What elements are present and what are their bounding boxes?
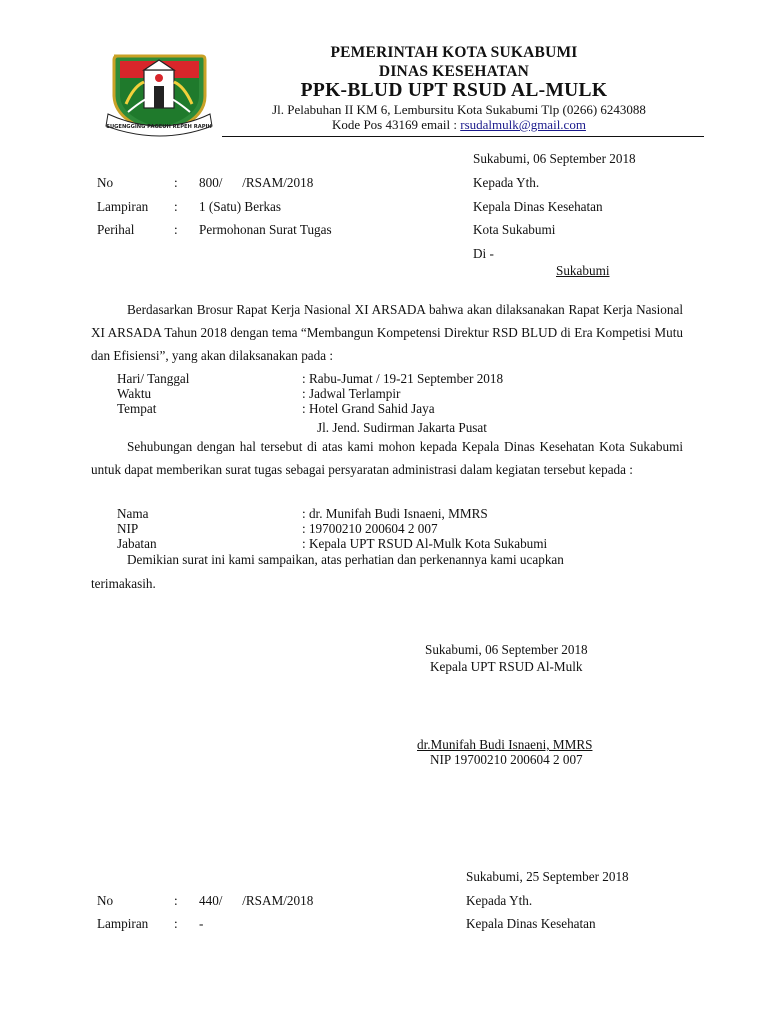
- letter2-field-value-lampiran: -: [199, 916, 204, 931]
- recipient-line-1: Kepada Yth.: [473, 175, 540, 190]
- letter-date: Sukabumi, 06 September 2018: [473, 151, 636, 166]
- letter2-field-sep-no: :: [174, 893, 178, 908]
- field-value-lampiran: 1 (Satu) Berkas: [199, 199, 282, 214]
- email-link[interactable]: rsudalmulk@gmail.com: [460, 117, 586, 132]
- letter2-recipient-line-1: Kepada Yth.: [466, 893, 533, 908]
- field-label-no: No: [97, 175, 114, 190]
- field-label-lampiran: Lampiran: [97, 199, 149, 214]
- closing-line-1: Demikian surat ini kami sampaikan, atas perhatian dan perkenannya kami ucapkan: [127, 552, 564, 567]
- field-sep-lampiran: :: [174, 199, 178, 214]
- field-label-perihal: Perihal: [97, 222, 135, 237]
- city-emblem-logo: [104, 42, 220, 142]
- letter2-field-sep-lampiran: :: [174, 916, 178, 931]
- letterhead-divider: [222, 136, 704, 137]
- letter2-date: Sukabumi, 25 September 2018: [466, 869, 629, 884]
- event-value-time: : Jadwal Terlampir: [302, 386, 401, 401]
- signature-title: Kepala UPT RSUD Al-Mulk: [430, 659, 583, 674]
- person-value-name: : dr. Munifah Budi Isnaeni, MMRS: [302, 506, 488, 521]
- field-value-no: 800/ /RSAM/2018: [199, 175, 314, 190]
- recipient-line-4: Di -: [473, 246, 494, 261]
- person-value-position: : Kepala UPT RSUD Al-Mulk Kota Sukabumi: [302, 536, 548, 551]
- letter2-field-label-no: No: [97, 893, 114, 908]
- person-label-position: Jabatan: [117, 536, 157, 551]
- person-value-nip: : 19700210 200604 2 007: [302, 521, 438, 536]
- recipient-line-2: Kepala Dinas Kesehatan: [473, 199, 603, 214]
- body-paragraph-1: Berdasarkan Brosur Rapat Kerja Nasional XI ARSADA bahwa akan dilaksanakan Rapat Kerja Nasional XI ARSADA Tahun 2018 dengan tema “Membangun Kompetensi Direktur RSD BLUD di Era Kompetisi Mutu dan Efisiensi”, yang akan dilaksanakan pada :: [91, 302, 683, 363]
- header-postal: Kode Pos 43169 email :: [332, 117, 461, 132]
- event-value-date: : Rabu-Jumat / 19-21 September 2018: [302, 371, 504, 386]
- event-label-date: Hari/ Tanggal: [117, 371, 190, 386]
- header-department: DINAS KESEHATAN: [378, 63, 530, 80]
- field-sep-no: :: [174, 175, 178, 190]
- svg-text:SUGENGGING PAGEUH REPEH RAPIH: SUGENGGING PAGEUH REPEH RAPIH: [106, 124, 212, 130]
- signature-place-date: Sukabumi, 06 September 2018: [425, 642, 588, 657]
- letter2-field-label-lampiran: Lampiran: [97, 916, 149, 931]
- person-label-name: Nama: [117, 506, 149, 521]
- event-label-place: Tempat: [117, 401, 157, 416]
- event-value-place: : Hotel Grand Sahid Jaya: [302, 401, 435, 416]
- event-label-time: Waktu: [117, 386, 152, 401]
- field-value-perihal: Permohonan Surat Tugas: [199, 222, 332, 237]
- closing-line-2: terimakasih.: [91, 576, 156, 591]
- recipient-line-3: Kota Sukabumi: [473, 222, 556, 237]
- letter2-recipient-line-2: Kepala Dinas Kesehatan: [466, 916, 596, 931]
- signature-nip: NIP 19700210 200604 2 007: [430, 752, 583, 767]
- person-label-nip: NIP: [117, 521, 139, 536]
- signature-name: dr.Munifah Budi Isnaeni, MMRS: [417, 737, 593, 752]
- header-hospital: PPK-BLUD UPT RSUD AL-MULK: [300, 80, 608, 101]
- body-paragraph-2: Sehubungan dengan hal tersebut di atas kami mohon kepada Kepala Dinas Kesehatan Kota Sukabumi untuk dapat memberikan surat tugas sebagai persyaratan administrasi dalam kegiatan tersebut kepada :: [91, 439, 683, 477]
- header-government: PEMERINTAH KOTA SUKABUMI: [330, 44, 578, 61]
- event-address: Jl. Jend. Sudirman Jakarta Pusat: [317, 420, 487, 435]
- header-postal-line: [228, 117, 690, 133]
- letter2-field-value-no: 440/ /RSAM/2018: [199, 893, 314, 908]
- header-address: Jl. Pelabuhan II KM 6, Lembursitu Kota Sukabumi Tlp (0266) 6243088: [272, 102, 646, 117]
- recipient-city: Sukabumi: [556, 263, 610, 278]
- field-sep-perihal: :: [174, 222, 178, 237]
